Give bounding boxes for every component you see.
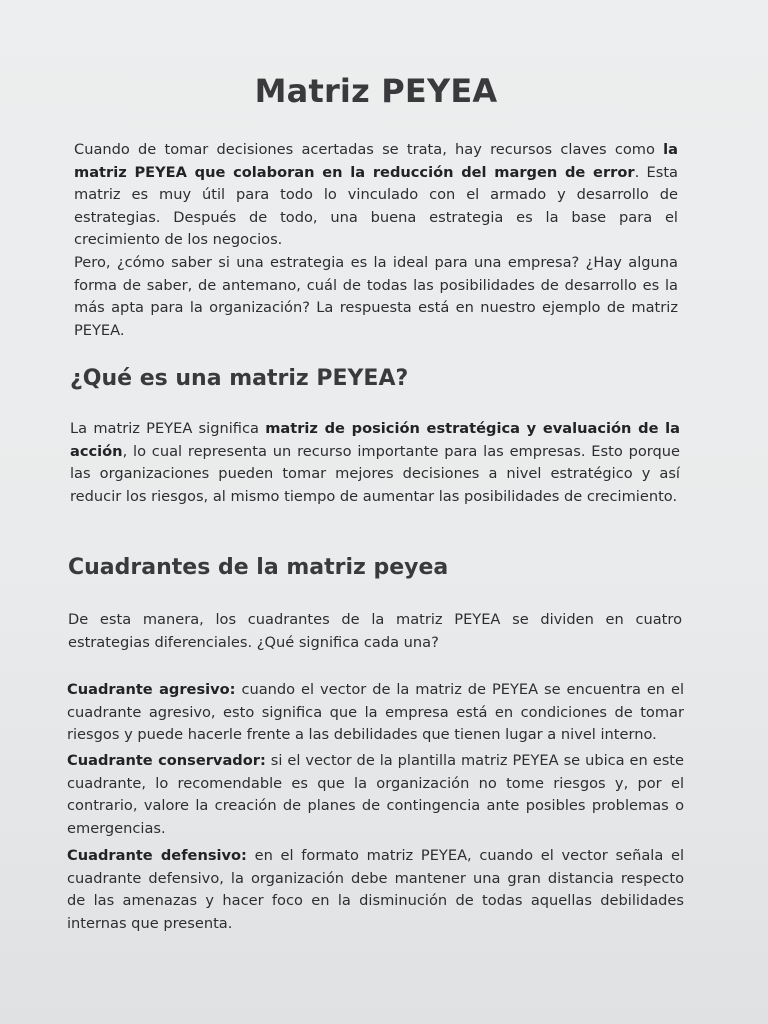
quadrant-text: si el vector de la plantilla matriz PEYEA se ubica en este cuadrante, lo recomendable es que la organización no tome riesgos y, por el contrario, valore la creación de planes de contingencia ante posibles problemas o emergencias.	[67, 752, 685, 837]
quadrant-text: cuando el vector de la matriz de PEYEA se encuentra en el cuadrante agresivo, esto significa que la empresa está en condiciones de tomar riesgos y puede hacerle frente a las debilidades que tienen lugar a nivel interno.	[67, 681, 684, 743]
page-title: Matriz PEYEA	[254, 72, 498, 110]
intro-paragraph-2: Pero, ¿cómo saber si una estrategia es la ideal para una empresa? ¿Hay alguna forma de saber, de antemano, cuál de todas las posibilidades de desarrollo es la más apta para la organización? La respuesta está en nuestro ejemplo de matriz PEYEA.	[74, 254, 678, 339]
quadrant-text: en el formato matriz PEYEA, cuando el vector señala el cuadrante defensivo, la organización debe mantener una gran distancia respecto de las amenazas y hacer foco en la disminución de todas aquellas debilidades internas que presenta.	[67, 847, 685, 932]
definition-text-end: , lo cual representa un recurso importante para las empresas. Esto porque las organizaciones pueden tomar mejores decisiones a nivel estratégico y así reducir los riesgos, al mismo tiempo de aumentar las posibilidades de crecimiento.	[70, 442, 680, 505]
quadrant-label: Cuadrante agresivo:	[67, 681, 236, 698]
intro-text-start: Cuando de tomar decisiones acertadas se trata, hay recursos claves como	[74, 141, 664, 158]
quadrant-defensive	[67, 845, 684, 935]
quadrant-aggressive	[67, 679, 684, 747]
definition-text-start: La matriz PEYEA significa	[70, 420, 266, 437]
definition-paragraph	[70, 418, 680, 508]
intro-text-end: . Esta matriz es muy útil para todo lo vinculado con el armado y desarrollo de estrategias. Después de todo, una buena estrategia es la base para el crecimiento de los negocios.	[74, 163, 678, 248]
intro-paragraph-1	[74, 139, 678, 252]
quadrant-conservative	[67, 750, 684, 840]
quadrant-label: Cuadrante conservador:	[67, 752, 266, 769]
section-heading-what-is: ¿Qué es una matriz PEYEA?	[70, 366, 409, 391]
section-heading-quadrants: Cuadrantes de la matriz peyea	[68, 555, 449, 580]
quadrant-label: Cuadrante defensivo:	[67, 847, 247, 864]
intro-bold-phrase: la matriz PEYEA que colaboran en la reducción del margen de error	[74, 141, 678, 181]
definition-bold-phrase: matriz de posición estratégica y evaluación de la acción	[70, 420, 680, 460]
quadrants-intro-paragraph: De esta manera, los cuadrantes de la matriz PEYEA se dividen en cuatro estrategias diferenciales. ¿Qué significa cada una?	[68, 611, 682, 651]
